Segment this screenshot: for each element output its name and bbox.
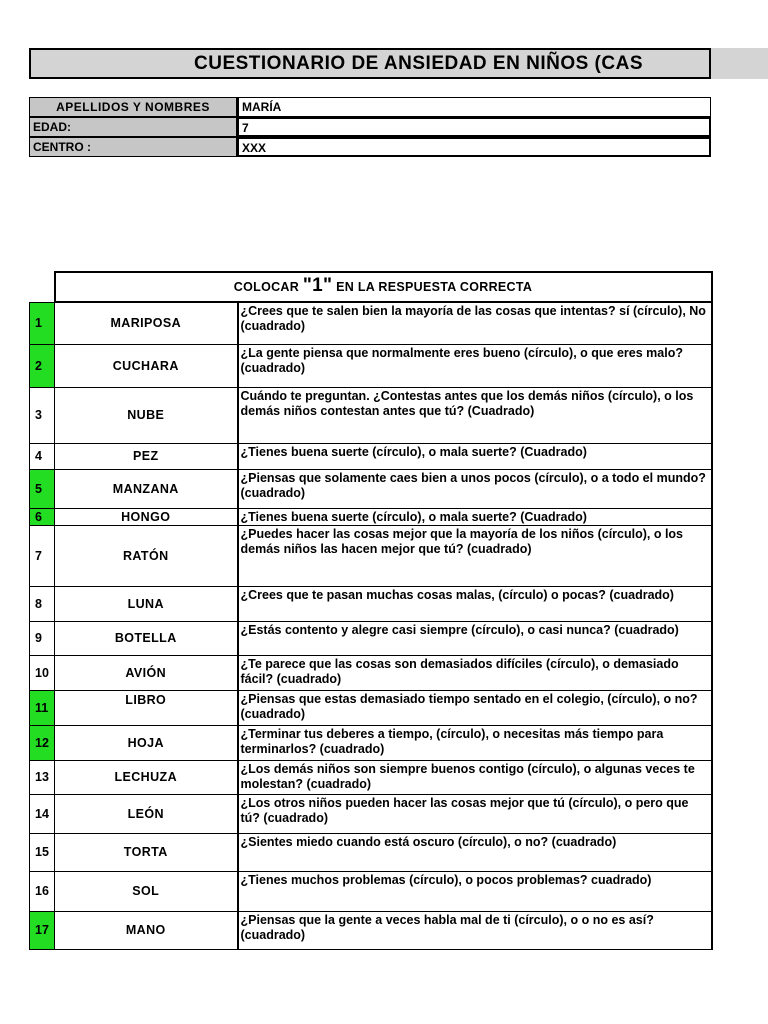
table-row	[30, 621, 712, 655]
row-number-cell: 5	[30, 469, 55, 508]
answer-word-cell[interactable]: PEZ	[55, 443, 238, 469]
info-row-name	[29, 97, 711, 117]
question-cell: ¿Los demás niños son siempre buenos contigo (círculo), o algunas veces te molestan? (cuadrado)	[238, 760, 712, 794]
instruction-post: EN LA RESPUESTA CORRECTA	[332, 280, 533, 294]
question-cell: ¿Te parece que las cosas son demasiados difíciles (círculo), o demasiado fácil? (cuadrado)	[238, 655, 712, 690]
center-label: CENTRO :	[29, 137, 237, 157]
table-row	[30, 794, 712, 833]
title-bar	[29, 48, 711, 79]
question-cell: ¿Piensas que estas demasiado tiempo sentado en el colegio, (círculo), o no? (cuadrado)	[238, 690, 712, 725]
question-cell: ¿Estás contento y alegre casi siempre (círculo), o casi nunca? (cuadrado)	[238, 621, 712, 655]
answer-word-cell[interactable]: RATÓN	[55, 525, 238, 586]
row-number-cell: 2	[30, 344, 55, 387]
row-number-cell: 8	[30, 586, 55, 621]
table-row	[30, 302, 712, 344]
table-row	[30, 525, 712, 586]
question-cell: ¿Crees que te pasan muchas cosas malas, (círculo) o pocas? (cuadrado)	[238, 586, 712, 621]
name-label: APELLIDOS Y NOMBRES	[29, 97, 237, 117]
answer-word-cell[interactable]: LECHUZA	[55, 760, 238, 794]
table-row	[30, 725, 712, 760]
answer-word-cell[interactable]: AVIÓN	[55, 655, 238, 690]
answer-word-cell[interactable]: BOTELLA	[55, 621, 238, 655]
table-row	[30, 655, 712, 690]
question-cell: ¿Piensas que la gente a veces habla mal de ti (círculo), o o no es así? (cuadrado)	[238, 911, 712, 949]
row-number-cell: 4	[30, 443, 55, 469]
question-cell: ¿Los otros niños pueden hacer las cosas mejor que tú (círculo), o pero que tú? (cuadrado)	[238, 794, 712, 833]
answer-word-cell[interactable]: LUNA	[55, 586, 238, 621]
row-number-cell: 3	[30, 387, 55, 443]
table-row	[30, 387, 712, 443]
answer-word-cell[interactable]: HONGO	[55, 508, 238, 525]
center-value[interactable]: XXX	[237, 137, 711, 157]
row-number-cell: 9	[30, 621, 55, 655]
answer-word-cell[interactable]: TORTA	[55, 833, 238, 871]
row-number-cell: 13	[30, 760, 55, 794]
question-cell: ¿Tienes buena suerte (círculo), o mala suerte? (Cuadrado)	[238, 443, 712, 469]
table-row	[30, 469, 712, 508]
answer-word-cell[interactable]: HOJA	[55, 725, 238, 760]
row-number-cell: 17	[30, 911, 55, 949]
answer-word-cell[interactable]: SOL	[55, 871, 238, 911]
row-number-cell: 16	[30, 871, 55, 911]
table-row	[30, 586, 712, 621]
question-cell: ¿Sientes miedo cuando está oscuro (círculo), o no? (cuadrado)	[238, 833, 712, 871]
question-cell: ¿La gente piensa que normalmente eres bueno (círculo), o que eres malo? (cuadrado)	[238, 344, 712, 387]
table-row	[30, 911, 712, 949]
question-cell: ¿Tienes buena suerte (círculo), o mala suerte? (Cuadrado)	[238, 508, 712, 525]
age-label: EDAD:	[29, 117, 237, 137]
table-row	[30, 443, 712, 469]
row-number-cell: 14	[30, 794, 55, 833]
info-row-age	[29, 117, 711, 137]
row-number-cell: 15	[30, 833, 55, 871]
questionnaire-table	[29, 271, 713, 950]
row-number-cell: 6	[30, 508, 55, 525]
title-bar-extension	[711, 48, 768, 79]
table-row	[30, 760, 712, 794]
name-value[interactable]: MARÍA	[237, 97, 711, 117]
answer-word-cell[interactable]: NUBE	[55, 387, 238, 443]
table-header-row	[30, 272, 712, 302]
answer-word-cell[interactable]: LEÓN	[55, 794, 238, 833]
row-number-cell: 1	[30, 302, 55, 344]
question-cell: ¿Terminar tus deberes a tiempo, (círculo), o necesitas más tiempo para terminarlos? (cuadrado)	[238, 725, 712, 760]
info-row-center	[29, 137, 711, 157]
answer-word-cell[interactable]: MANO	[55, 911, 238, 949]
question-cell: ¿Puedes hacer las cosas mejor que la mayoría de los niños (círculo), o los demás niños las hacen mejor que tú? (cuadrado)	[238, 525, 712, 586]
header-blank-cell	[30, 272, 55, 302]
answer-word-cell[interactable]: MANZANA	[55, 469, 238, 508]
table-row	[30, 833, 712, 871]
row-number-cell: 10	[30, 655, 55, 690]
answer-word-cell[interactable]: CUCHARA	[55, 344, 238, 387]
question-cell: ¿Tienes muchos problemas (círculo), o pocos problemas? cuadrado)	[238, 871, 712, 911]
answer-word-cell[interactable]: LIBRO	[55, 690, 238, 725]
age-value[interactable]: 7	[237, 117, 711, 137]
instruction-header	[55, 272, 712, 302]
row-number-cell: 7	[30, 525, 55, 586]
table-row	[30, 690, 712, 725]
question-cell: Cuándo te preguntan. ¿Contestas antes que los demás niños (círculo), o los demás niños contestan antes que tú? (Cuadrado)	[238, 387, 712, 443]
row-number-cell: 11	[30, 690, 55, 725]
table-row	[30, 344, 712, 387]
instruction-mark: "1"	[302, 275, 333, 296]
table-row	[30, 871, 712, 911]
table-row	[30, 508, 712, 525]
answer-word-cell[interactable]: MARIPOSA	[55, 302, 238, 344]
question-cell: ¿Piensas que solamente caes bien a unos pocos (círculo), o a todo el mundo? (cuadrado)	[238, 469, 712, 508]
instruction-pre: COLOCAR	[233, 280, 303, 294]
question-cell: ¿Crees que te salen bien la mayoría de las cosas que intentas? sí (círculo), No (cuadrado)	[238, 302, 712, 344]
page-title: CUESTIONARIO DE ANSIEDAD EN NIÑOS (CAS	[194, 53, 643, 74]
row-number-cell: 12	[30, 725, 55, 760]
